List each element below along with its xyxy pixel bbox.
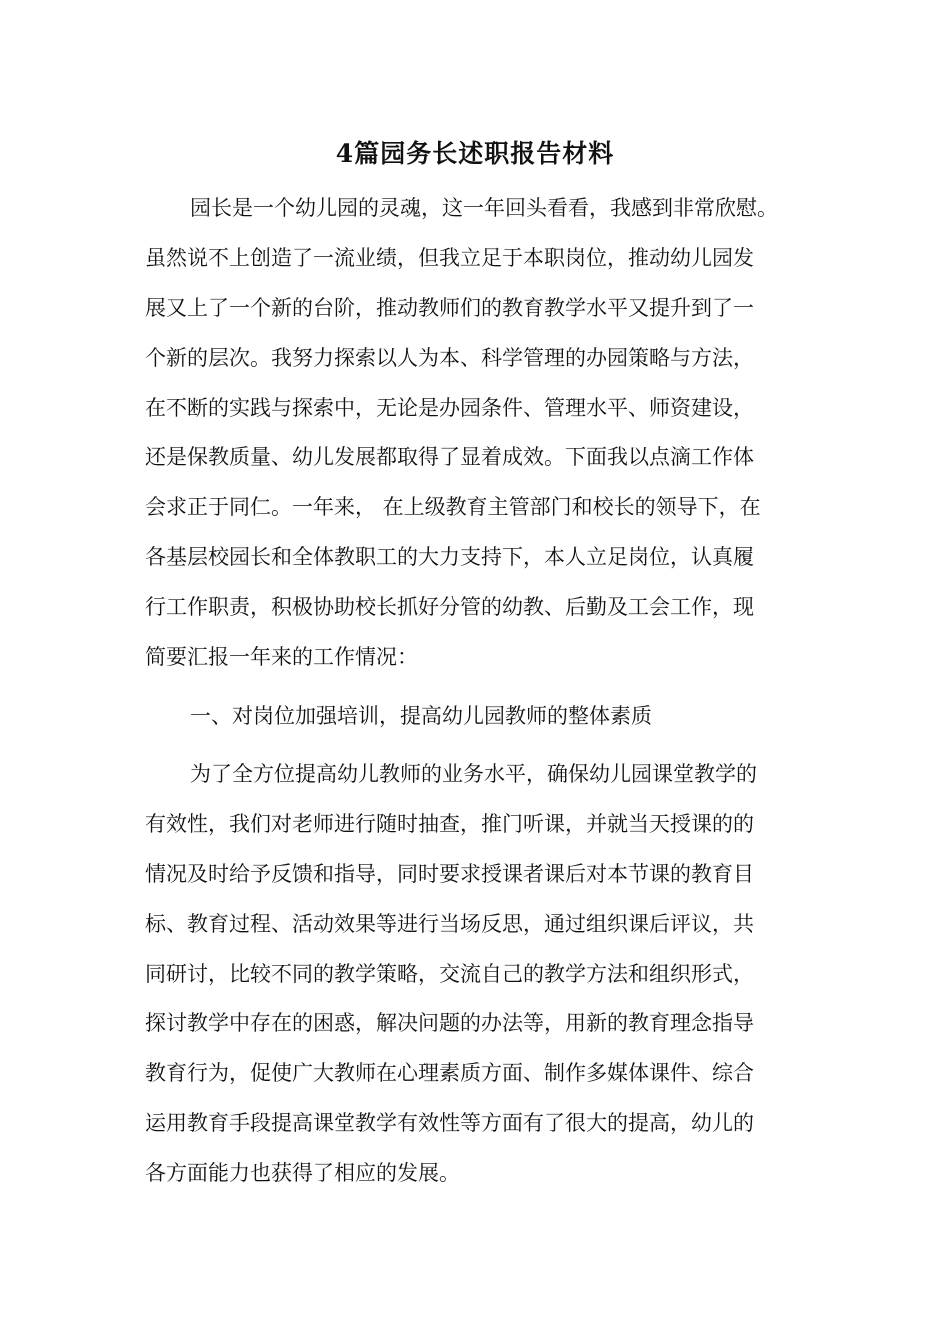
paragraph-line: 标、教育过程、活动效果等进行当场反思，通过组织课后评议，共 xyxy=(145,912,754,936)
paragraph-line: 探讨教学中存在的困惑，解决问题的办法等，用新的教育理念指导 xyxy=(145,1011,754,1035)
paragraph-line: 为了全方位提高幼儿教师的业务水平，确保幼儿园课堂教学的 xyxy=(190,762,757,786)
document-title: 4篇园务长述职报告材料 xyxy=(335,139,615,168)
paragraph-line: 运用教育手段提高课堂教学有效性等方面有了很大的提高，幼儿的 xyxy=(145,1111,754,1135)
paragraph-line: 还是保教质量、幼儿发展都取得了显着成效。下面我以点滴工作体 xyxy=(145,445,754,469)
paragraph-line: 简要汇报一年来的工作情况： xyxy=(145,645,418,669)
paragraph-line: 会求正于同仁。一年来， 在上级教育主管部门和校长的领导下，在 xyxy=(145,495,761,519)
paragraph-line: 行工作职责，积极协助校长抓好分管的幼教、后勤及工会工作，现 xyxy=(145,595,754,619)
paragraph-line: 各基层校园长和全体教职工的大力支持下，本人立足岗位，认真履 xyxy=(145,545,754,569)
paragraph-line: 有效性，我们对老师进行随时抽查，推门听课，并就当天授课的的 xyxy=(145,812,754,836)
paragraph-line: 情况及时给予反馈和指导，同时要求授课者课后对本节课的教育目 xyxy=(145,862,754,886)
paragraph-line: 园长是一个幼儿园的灵魂，这一年回头看看，我感到非常欣慰。 xyxy=(190,196,778,220)
paragraph-line: 展又上了一个新的台阶，推动教师们的教育教学水平又提升到了一 xyxy=(145,296,754,320)
section-heading: 一、对岗位加强培训，提高幼儿园教师的整体素质 xyxy=(190,704,652,728)
paragraph-line: 在不断的实践与探索中，无论是办园条件、管理水平、师资建设， xyxy=(145,396,754,420)
paragraph-line: 各方面能力也获得了相应的发展。 xyxy=(145,1161,460,1185)
paragraph-line: 个新的层次。我努力探索以人为本、科学管理的办园策略与方法， xyxy=(145,346,754,370)
paragraph-line: 同研讨，比较不同的教学策略，交流自己的教学方法和组织形式， xyxy=(145,962,754,986)
paragraph-line: 教育行为，促使广大教师在心理素质方面、制作多媒体课件、综合 xyxy=(145,1061,754,1085)
paragraph-line: 虽然说不上创造了一流业绩，但我立足于本职岗位，推动幼儿园发 xyxy=(145,246,754,270)
